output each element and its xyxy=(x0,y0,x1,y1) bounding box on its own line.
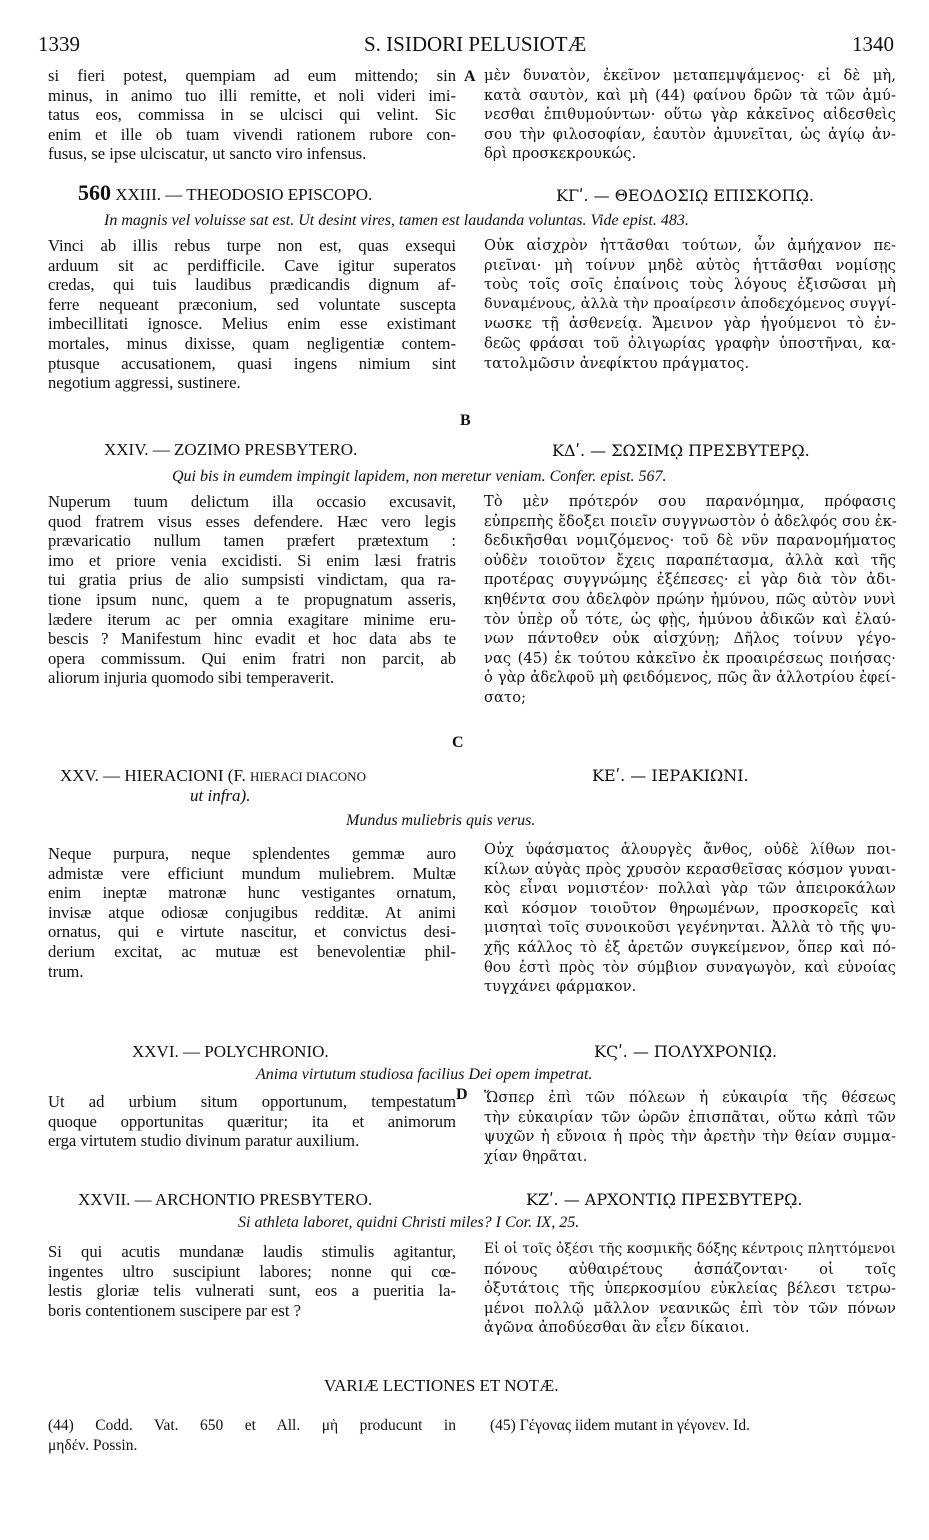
section-27-greek: Εἰ οἱ τοῖς ὀξέσι τῆς κοσμικῆς δόξης κέντροις πληττόμενοι πόνους αὐθαιρέτους ἀσπάζονται· οἱ τοῖς ὀξυτάτοις τῆς ὑπερκοσμίου εὐκλείας βέλεσι τετρω- μένοι πολλῷ μᾶλλον νεανικῶς ἐπὶ τὸν τῶν πόνων ἀγῶνα ἀποδύεσθαι ἂν εἶεν δίκαιοι. xyxy=(484,1241,896,1337)
section-23-greek: Οὐκ αἰσχρὸν ἡττᾶσθαι τούτων, ὧν ἀμήχανον πε- ριεῖναι· μὴ τοίνυν μηδὲ αὐτὸς ἡττᾶσθαι νομίσῃς τοὺς τοῖς σοῖς ἐπαίνοις τοὺς λόγους ἐξισῶσαι μὴ δυναμένους, ἀλλὰ τὴν προαίρεσιν ἀποδεχόμενος συγγί- νωσκε τῇ ἀσθενείᾳ. Ἄμεινον γὰρ ἡγούμενοι τὸ ἐν- δεῶς φράσαι τοῦ ὀλιγωρίας γραφὴν ὑποστῆναι, κα- τατολμῶσιν ἀνεφίκτου πράγματος. xyxy=(484,237,897,372)
column-number: 560 xyxy=(78,180,111,205)
page-number-left: 1339 xyxy=(38,32,80,56)
section-27-latin: Si qui acutis mundanæ laudis stimulis agitantur, ingentes ultro suscipiunt labores; nonne qui cœ- lestis gloriæ telis vulnerati sunt, eos a pueritia la- boris contentionem suscipere par est ? xyxy=(48,1242,456,1320)
block1-greek: μὲν δυνατὸν, ἐκεῖνον μεταπεμψάμενος· εἰ δὲ μὴ, κατὰ σαυτὸν, καὶ μὴ (44) φαίνου δρῶν τὰ τῶν ἀμύ- νεσθαι ἐπιθυμούντων· οὕτω γὰρ κἀκεῖνος αἰδεσθεὶς σου τὴν φιλοσοφίαν, ἑαυτὸν ἀμυνεῖται, ὡς ἁγίῳ ἀν- δρὶ προσκεκρουκώς. xyxy=(484,67,896,163)
section-27-summary: Si athleta laboret, quidni Christi miles? I Cor. IX, 25. xyxy=(238,1214,580,1231)
section-26-greek: Ὥσπερ ἐπὶ τῶν πόλεων ἡ εὐκαιρία τῆς θέσεως τὴν εὐκαιρίαν τῶν ὡρῶν ἐπισπᾶται, οὕτω κἀπὶ τῶν ψυχῶν ἡ εὔνοια ἡ πρὸς τὴν ἀρετὴν τὴν θείαν συμμα- χίαν θηρᾶται. xyxy=(484,1089,896,1165)
section-25-latin: Neque purpura, neque splendentes gemmæ auro admistæ vere efficiunt mundum muliebrem. Multæ enim ineptæ matronæ hunc vestigantes ornatum, invisæ atque odiosæ conjugibus redditæ. At animi ornatus, qui e virtute nascitur, et convictus desi- derium excitat, ac mutuæ est benevolentiæ phil- trum. xyxy=(48,844,456,981)
page-number-right: 1340 xyxy=(852,32,894,56)
section-26-summary: Anima virtutum studiosa facilius Dei opem impetrat. xyxy=(256,1066,593,1083)
section-24-latin-title: XXIV. — ZOZIMO PRESBYTERO. xyxy=(104,440,358,459)
section-27-greek-title: ΚΖʹ. — ΑΡΧΟΝΤΙῼ ΠΡΕΣΒΥΤΕΡῼ. xyxy=(526,1190,803,1209)
section-26-greek-title: ΚϚʹ. — ΠΟΛΥΧΡΟΝΙῼ. xyxy=(594,1042,778,1061)
section-23-summary: In magnis vel voluisse sat est. Ut desint vires, tamen est laudanda voluntas. Vide epist. 483. xyxy=(104,212,689,229)
section-24-summary: Qui bis in eumdem impingit lapidem, non meretur veniam. Confer. epist. 567. xyxy=(172,468,667,485)
margin-mark-c: C xyxy=(452,734,464,751)
section-26-latin-title: XXVI. — POLYCHRONIO. xyxy=(132,1042,329,1061)
section-23-greek-title: ΚΓʹ. — ΘΕΟΔΟΣΙῼ ΕΠΙΣΚΟΠῼ. xyxy=(556,186,814,205)
section-24-greek: Τὸ μὲν πρότερόν σου παρανόμημα, πρόφασις εὐπρεπὴς ἔδοξει ποιεῖν συγγνωστὸν ὁ ἀδελφός σου ἐκ- δεδικῆσθαι νομιζόμενος· τοῦ δὲ νῦν παρανομήματος οὐδὲν τοιοῦτον ἔχεις παραπέτασμα, ἀλλὰ καὶ τῆς προτέρας συγγνώμης ἐξέπεσες· εἰ γὰρ διὰ τὸν ἀδι- κηθέντα σου ἀδελφὸν πρώην ἠμύνου, πῶς αὐτὸν νυνὶ τὸν ὑπὲρ οὗ τότε, ὡς φῂς, ἠμύνου ἀδικῶν καὶ ἐλαύ- νων πάντοθεν οὐκ αἰσχύνῃ; Δῆλος τοίνυν γέγο- νας (45) ἐκ τούτου κἀκεῖνο ἐκ προαιρέσεως ποιήσας· ὁ γὰρ ἀδελφοῦ μὴ φειδόμενος, πῶς ἂν ἀλλοτρίου ἐφεί- σατο; xyxy=(484,493,897,706)
section-23-latin: Vinci ab illis rebus turpe non est, quas exsequi arduum sit ac perdifficile. Cave igitur superatos credas, qui tuis laudibus prædicandis dignum af- ferre nequeant præconium, sed voluntate suscepta imbecillitati ignosce. Melius enim esse existimant mortales, minus dixisse, quam negligentiæ contem- ptusque accusationem, quasi ingens nimium sint negotium aggressi, sustinere. xyxy=(48,236,456,393)
notes-right: (45) Γέγονας iidem mutant in γέγονεν. Id. xyxy=(490,1417,750,1434)
section-23-latin-title: 560 XXIII. — THEODOSIO EPISCOPO. xyxy=(78,180,373,205)
margin-mark-d: D xyxy=(456,1086,468,1103)
margin-mark-b: B xyxy=(460,412,471,429)
section-26-latin: Ut ad urbium situm opportunum, tempestatum quoque opportunitas quæritur; ita et animorum erga virtutem studio divinum paratur auxilium. xyxy=(48,1092,456,1151)
margin-mark-a: A xyxy=(464,68,476,85)
notes-left: (44) Codd. Vat. 650 et All. μὴ producunt in μηδέν. Possin. xyxy=(48,1417,456,1454)
section-25-greek-title: ΚΕʹ. — ΙΕΡΑΚΙΩΝΙ. xyxy=(592,766,749,785)
block1-latin: si fieri potest, quempiam ad eum mittendo; sin minus, in animo tuo illi remitte, et noli videri imi- tatus eos, commissa in se ulcisci qui velint. Sic enim et ille ob tuam vivendi rationem rubore con- fusus, se ipse ulciscatur, ut sancto viro infensus. xyxy=(48,66,456,164)
section-25-latin-title-cont: ut infra). xyxy=(190,786,251,805)
section-24-latin: Nuperum tuum delictum illa occasio excusavit, quod fratrem visus esses defendere. Hæc vero legis prævaricatio nullum tamen præfert prætextum : imo et priore venia excidisti. Si enim læsi fratris tui gratia prius de alio sumpsisti vindictam, qua ra- tione ipsum nunc, quem a te propugnatum asseris, lædere iterum ac per omnia exagitare minime eru- bescis ? Manifestum hinc evadit et hoc data abs te opera commissum. Qui enim fratri non parcit, ab aliorum injuria quomodo sibi temperaverit. xyxy=(48,492,456,688)
section-25-greek: Οὐχ ὑφάσματος ἁλουργὲς ἄνθος, οὐδὲ λίθων ποι- κίλων αὐγὰς πρὸς χρυσὸν κερασθεῖσας κόσμον γυναι- κὸς εἶναι νομιστέον· πολλαὶ γὰρ τῶν ἀπειροκάλων καὶ κόσμον τοιοῦτον θηρωμένων, προσκορεῖς καὶ μισηταὶ τοῖς συνοικοῦσι γεγένηνται. Ἀλλὰ τὸ τῆς ψυ- χῆς κάλλος τὸ ἐξ ἀρετῶν συγκείμενον, ὅπερ καὶ πό- θου ἐστὶ πρὸς τὸν σύμβιον συναγωγὸν, καὶ εὐνοίας τυγχάνει φάρμακον. xyxy=(484,841,896,996)
notes-title: VARIÆ LECTIONES ET NOTÆ. xyxy=(324,1376,559,1395)
section-25-summary: Mundus muliebris quis verus. xyxy=(346,812,536,829)
running-title: S. ISIDORI PELUSIOTÆ xyxy=(364,32,587,56)
section-27-latin-title: XXVII. — ARCHONTIO PRESBYTERO. xyxy=(78,1190,373,1209)
section-25-latin-title: XXV. — HIERACIONI (F. HIERACI DIACONO xyxy=(60,766,366,785)
section-24-greek-title: ΚΔʹ. — ΣΩΣΙΜῼ ΠΡΕΣΒΥΤΕΡῼ. xyxy=(552,441,810,460)
